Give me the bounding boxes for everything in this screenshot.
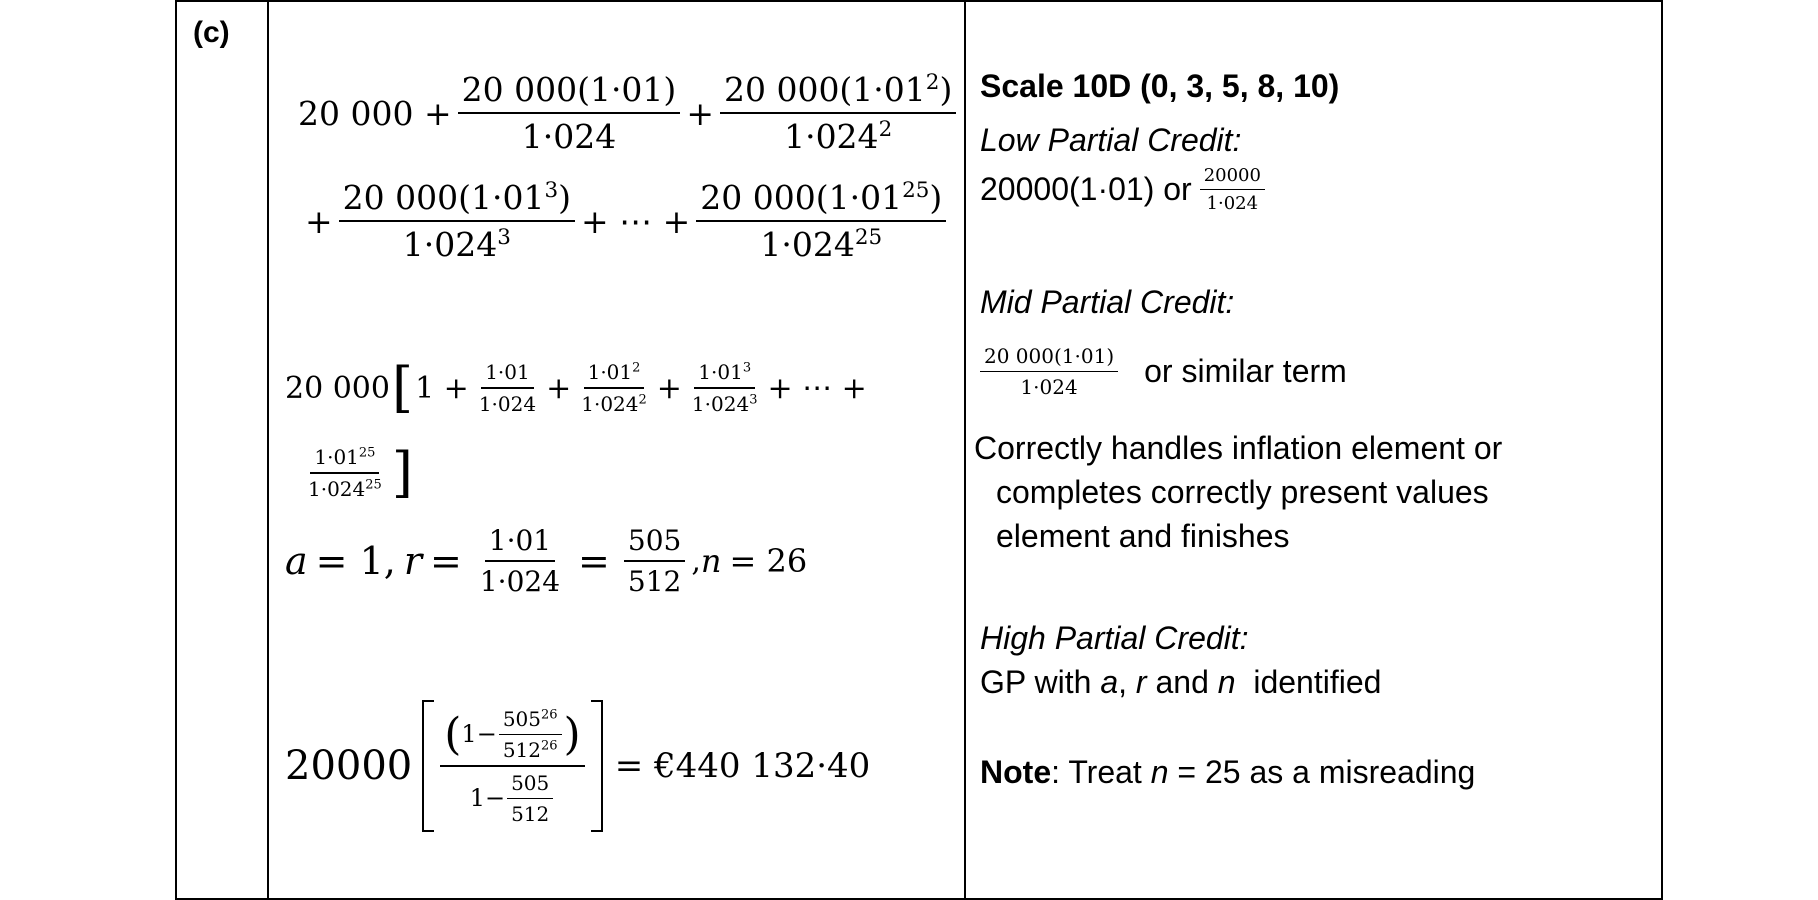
fraction: [688, 360, 762, 416]
low-credit-heading: Low Partial Credit:: [980, 122, 1242, 158]
left-bracket: [: [391, 356, 414, 419]
math-line-5: [285, 524, 807, 598]
low-credit-criteria: 20000(1·01) or $\frac{20000}{1\cdot 024}$: [980, 165, 1271, 214]
fraction: [696, 178, 946, 264]
fraction-numerator: 20 $000(1\cdot 01^3)$: [339, 178, 575, 222]
fraction-denominator: $1\cdot 024^3$: [402, 225, 511, 264]
math-line-1: [298, 70, 962, 156]
ellipsis-terms: + ⋯ +: [581, 201, 691, 241]
mid-credit-heading: Mid Partial Credit:: [980, 284, 1235, 320]
right-bracket: ]: [391, 441, 413, 504]
fraction-denominator: $1\cdot 024^3$: [691, 392, 758, 416]
mid-credit-line: completes correctly present values: [996, 474, 1489, 510]
mid-credit-line: element and finishes: [996, 518, 1290, 554]
fraction-denominator: 512: [627, 565, 682, 598]
fraction: [624, 524, 685, 598]
left-bracket: [422, 700, 434, 832]
fraction: $\frac{505}{512}$: [507, 771, 553, 826]
fraction-denominator: $1\cdot 024^2$: [581, 392, 647, 416]
math-term: 20 000 +: [298, 93, 452, 133]
comma: ,: [691, 543, 701, 579]
variable-n: n: [700, 542, 722, 580]
fraction-denominator: $1\cdot 024^{25}$: [760, 225, 883, 264]
mid-credit-criteria: $\frac{20 000(1\cdot 01)}{1\cdot 024}$ or similar term: [980, 344, 1347, 399]
math-term: 20 000: [285, 370, 390, 406]
math-line-2: [305, 178, 952, 264]
math-line-6: [285, 700, 870, 832]
math-line-3: [285, 356, 867, 419]
fraction-numerator: 1·01: [485, 524, 555, 562]
note: Note: Treat n = 25 as a misreading: [980, 754, 1476, 790]
fraction-numerator: 20 $000(1\cdot 01^2)$: [720, 70, 956, 114]
column-divider-1: [267, 2, 269, 898]
math-line-4: [298, 441, 413, 504]
mid-credit-line: Correctly handles inflation element or: [974, 430, 1503, 466]
scale-title: Scale 10D (0, 3, 5, 8, 10): [980, 68, 1340, 104]
fraction-numerator: 20 000(1·01): [458, 70, 681, 114]
fraction-numerator: ( 1− $\frac{505^{26}}{512^{26}}$ ): [440, 707, 584, 767]
equals-sign: =: [430, 539, 462, 583]
plus-sign: +: [305, 201, 333, 241]
right-bracket: [591, 700, 603, 832]
fraction-denominator: 1− $\frac{505}{512}$: [466, 767, 560, 826]
fraction-denominator: $1\cdot 024^{25}$: [308, 477, 382, 501]
fraction-denominator: 1·024: [479, 565, 561, 598]
fraction: [577, 360, 651, 416]
final-result: = €440 132·40: [614, 746, 871, 786]
equals-sign: =: [578, 539, 610, 583]
fraction: [339, 178, 575, 264]
plus-sign: +: [656, 370, 682, 406]
variable-r: r: [403, 539, 423, 583]
fraction-denominator: $1\cdot 024^2$: [784, 117, 893, 156]
part-label: (c): [193, 16, 230, 49]
math-term: 20000: [285, 743, 413, 789]
plus-sign: +: [686, 93, 714, 133]
fraction-numerator: $1\cdot 01^2$: [584, 360, 645, 389]
fraction: [476, 524, 564, 598]
fraction-denominator: 1·024: [521, 117, 617, 156]
fraction: $\frac{20000}{1\cdot 024}$: [1200, 165, 1265, 214]
fraction: [720, 70, 956, 156]
plus-sign: +: [546, 370, 572, 406]
fraction: [458, 70, 681, 156]
fraction-numerator: 505: [624, 524, 685, 562]
variable-a: a: [285, 539, 308, 583]
high-credit-heading: High Partial Credit:: [980, 620, 1249, 656]
fraction-numerator: $1\cdot 01^{25}$: [310, 445, 379, 474]
fraction: $\frac{20 000(1\cdot 01)}{1\cdot 024}$: [980, 344, 1118, 399]
fraction: [475, 360, 540, 416]
column-divider-2: [964, 2, 966, 898]
ellipsis-terms: + ⋯ +: [767, 370, 867, 406]
fraction-numerator: $1\cdot 01^3$: [694, 360, 755, 389]
fraction: $\frac{505^{26}}{512^{26}}$: [499, 707, 562, 762]
fraction: [304, 445, 386, 501]
math-term: = 26: [729, 542, 808, 580]
fraction-numerator: 1·01: [481, 360, 534, 389]
fraction-denominator: 1·024: [478, 392, 537, 416]
high-credit-criteria: GP with a, r and n identified: [980, 664, 1382, 700]
fraction: [440, 707, 584, 826]
math-term: = 1,: [315, 539, 396, 583]
math-term: 1 +: [415, 370, 469, 406]
fraction-numerator: 20 $000(1\cdot 01^{25})$: [696, 178, 946, 222]
